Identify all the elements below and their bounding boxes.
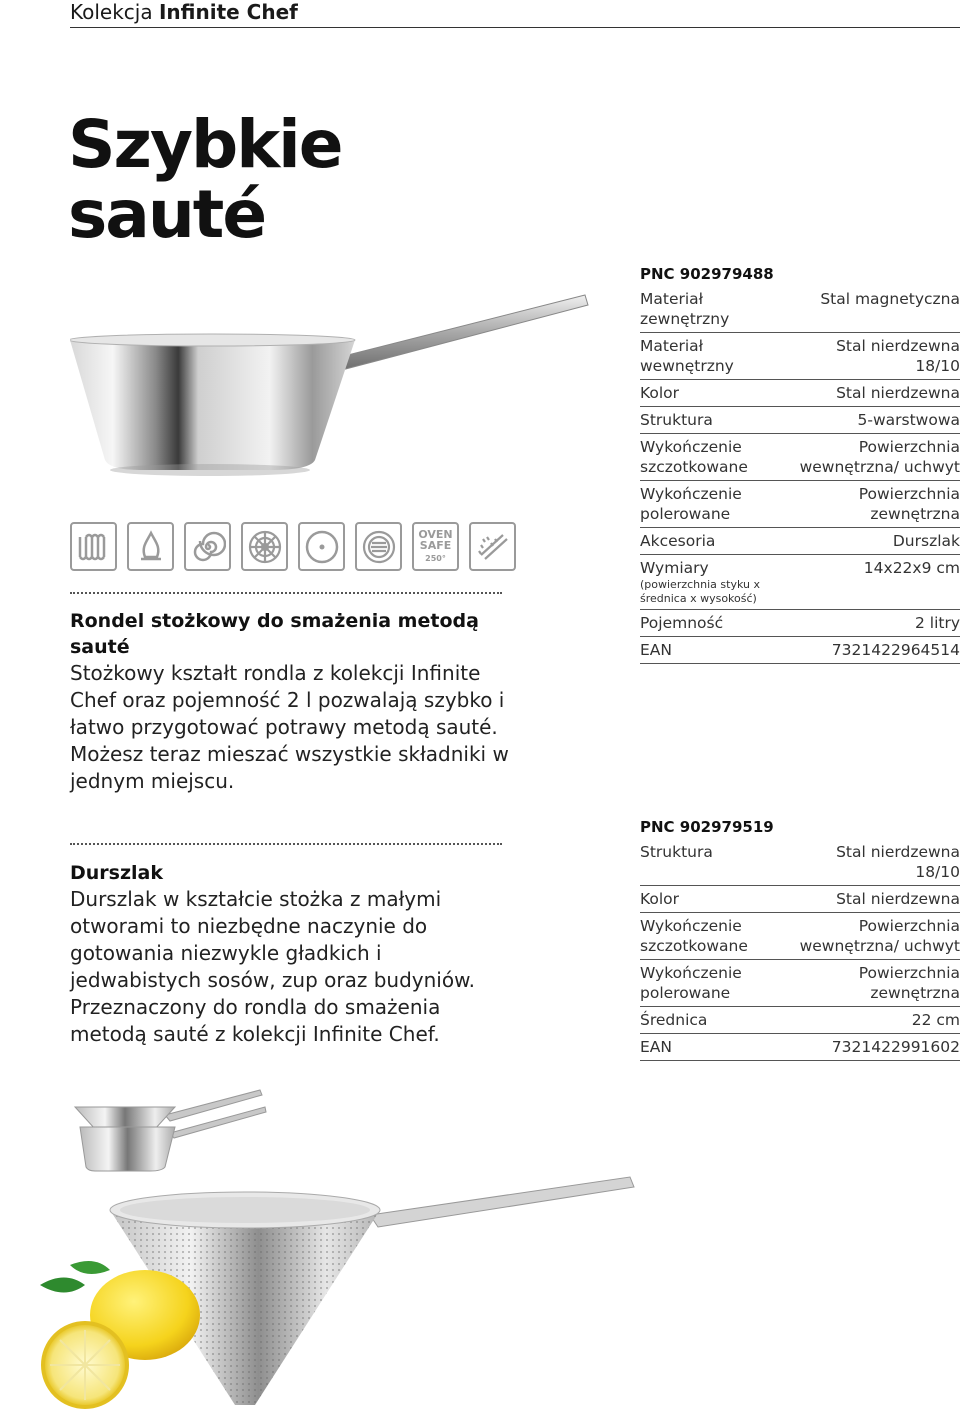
spec-value: 5-warstwowa (857, 411, 960, 429)
spec-key (640, 558, 790, 606)
spec-row (640, 434, 960, 481)
oven-safe-line-1: OVEN (418, 528, 453, 541)
spec2-pnc: PNC 902979519 (640, 818, 774, 836)
spec-key-label: Struktura (640, 843, 713, 861)
spec-table-2 (640, 815, 960, 1061)
spec-value: Stal nierdzewna (836, 890, 960, 908)
colander-with-lemons-image (30, 1165, 640, 1415)
page-title (68, 106, 342, 253)
spec-key-label: Materiał wewnętrzny (640, 337, 734, 375)
spec-value: 22 cm (911, 1011, 960, 1029)
induction-spiral-icon (184, 522, 231, 571)
spec-key (640, 1010, 790, 1030)
spec-value: Stal nierdzewna 18/10 (836, 337, 960, 375)
spec-value: Durszlak (892, 532, 960, 550)
dishwasher-safe-icon (469, 522, 516, 571)
spec-value: Stal nierdzewna (836, 384, 960, 402)
spec-key-label: Materiał zewnętrzny (640, 290, 730, 328)
spec-key-label: Akcesoria (640, 532, 716, 550)
product1-text: Stożkowy kształt rondla z kolekcji Infinite Chef oraz pojemność 2 l pozwalają szybko i łatwo przygotować potrawy metodą sauté. Możesz teraz mieszać wszystkie składniki w jednym miejscu. (70, 661, 509, 793)
spec-row (640, 555, 960, 610)
spec-value: Powierzchnia wewnętrzna/ uchwyt (799, 917, 960, 955)
spec-key (640, 889, 790, 909)
spec-row (640, 839, 960, 886)
spec2-rows (640, 839, 960, 1061)
spec-value: Powierzchnia zewnętrzna (858, 485, 960, 523)
spec-key-label: Kolor (640, 384, 680, 402)
oven-safe-icon (412, 522, 459, 571)
header-prefix: Kolekcja (70, 0, 153, 24)
spec-key-label: Wykończenie szczotkowane (640, 917, 748, 955)
spec-row (640, 1007, 960, 1034)
spec1-pnc: PNC 902979488 (640, 265, 774, 283)
spec-key (640, 383, 790, 403)
oven-safe-temp: 250° (425, 554, 446, 563)
oven-safe-line-2: SAFE (419, 539, 452, 552)
spec-row (640, 637, 960, 664)
spec-row (640, 286, 960, 333)
product2-heading: Durszlak (70, 862, 164, 884)
product1-description (70, 608, 510, 795)
ceramic-hob-icon (298, 522, 345, 571)
spec-key (640, 336, 790, 376)
spec-key (640, 842, 790, 882)
spec1-rows (640, 286, 960, 664)
spec-key-label: Pojemność (640, 614, 724, 632)
spec-key-label: Wykończenie szczotkowane (640, 438, 748, 476)
spec-row (640, 610, 960, 637)
spec-key-label: Struktura (640, 411, 713, 429)
saucepan-image (70, 290, 590, 490)
spec-key (640, 410, 790, 430)
spec-row (640, 1034, 960, 1061)
spec-value: Powierzchnia wewnętrzna/ uchwyt (799, 438, 960, 476)
gas-flame-icon (127, 522, 174, 571)
divider-1 (70, 592, 502, 594)
spec-value: 2 litry (914, 614, 960, 632)
spec-key (640, 1037, 790, 1057)
spec-key-label: EAN (640, 1038, 672, 1056)
spec-key-label: EAN (640, 641, 672, 659)
radiant-grid-icon (241, 522, 288, 571)
spec-row (640, 528, 960, 555)
solid-plate-icon (355, 522, 402, 571)
spec-key-note: (powierzchnia styku x średnica x wysokość) (640, 578, 760, 605)
spec-value: Stal magnetyczna (820, 290, 960, 308)
page-header (70, 0, 960, 28)
spec-key-label: Wymiary (640, 559, 709, 577)
spec-row (640, 407, 960, 434)
spec-value: 7321422964514 (831, 641, 960, 659)
spec-key (640, 484, 790, 524)
spec-row (640, 886, 960, 913)
spec-table-1 (640, 262, 960, 664)
spec-key (640, 963, 790, 1003)
spec-key (640, 916, 790, 956)
product2-text: Durszlak w kształcie stożka z małymi otworami to niezbędne naczynie do gotowania niezwykle gładkich i jedwabistych sosów, zup oraz budyniów. Przeznaczony do rondla do smażenia metodą sauté z kolekcji Infinite Chef. (70, 887, 475, 1046)
collection-label (70, 0, 960, 24)
title-line-1: Szybkie (68, 106, 342, 183)
divider-2 (70, 843, 502, 845)
spec-value: 14x22x9 cm (863, 559, 960, 577)
spec-row (640, 481, 960, 528)
product1-heading: Rondel stożkowy do smażenia metodą sauté (70, 610, 479, 658)
spec-value: 7321422991602 (831, 1038, 960, 1056)
header-brand: Infinite Chef (158, 0, 298, 24)
spec-key (640, 640, 790, 660)
spec-row (640, 913, 960, 960)
spec-key (640, 289, 790, 329)
spec-key (640, 437, 790, 477)
spec-value: Powierzchnia zewnętrzna (858, 964, 960, 1002)
cooktop-icons-row (70, 522, 516, 571)
product2-description (70, 860, 510, 1048)
spec-key-label: Wykończenie polerowane (640, 964, 742, 1002)
spec-row (640, 333, 960, 380)
spec-row (640, 380, 960, 407)
spec-key-label: Wykończenie polerowane (640, 485, 742, 523)
spec-value: Stal nierdzewna 18/10 (836, 843, 960, 881)
spec-key-label: Kolor (640, 890, 680, 908)
spec-key-label: Średnica (640, 1011, 708, 1029)
spec-row (640, 960, 960, 1007)
spec-key (640, 613, 790, 633)
title-line-2: sauté (68, 176, 266, 253)
electric-coil-icon (70, 522, 117, 571)
spec-key (640, 531, 790, 551)
